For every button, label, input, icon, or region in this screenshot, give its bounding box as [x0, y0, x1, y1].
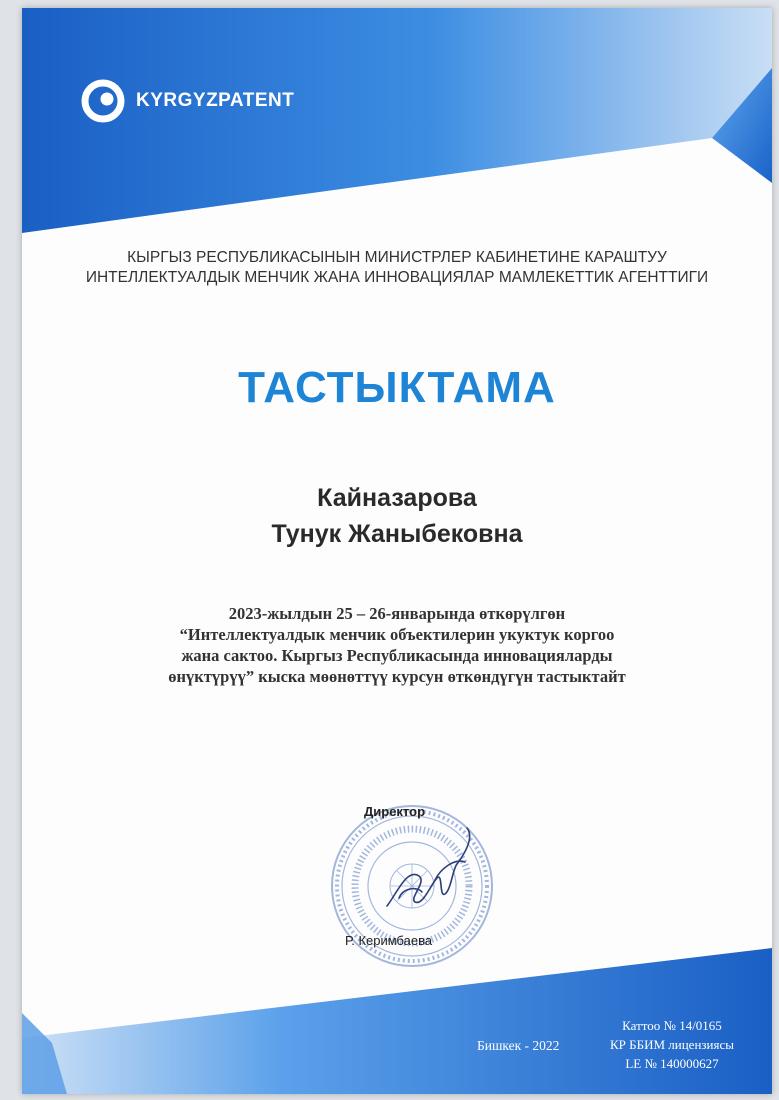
body-line-1: 2023-жылдын 25 – 26-январында өткөрүлгөн	[228, 604, 566, 623]
director-name: Р. Керимбаева	[345, 933, 433, 948]
recipient-given-names: Тунук Жаныбековна	[271, 520, 523, 548]
certificate-title: ТАСТЫКТАМА	[238, 363, 556, 412]
registration-number: Каттоо № 14/0165	[622, 1018, 722, 1033]
body-line-4: өнүктүрүү” кыска мөөнөттүү курсун өткөндүгүн тастыктайт	[168, 667, 626, 686]
issue-city-year: Бишкек - 2022	[477, 1038, 560, 1053]
official-seal-stamp	[327, 798, 497, 978]
license-label: КР ББИМ лицензиясы	[610, 1037, 734, 1052]
logo-text: KYRGYZPATENT	[136, 90, 295, 111]
handwritten-signature	[387, 828, 470, 906]
agency-line-1: КЫРГЫЗ РЕСПУБЛИКАСЫНЫН МИНИСТРЛЕР КАБИНЕТИНЕ КАРАШТУУ	[127, 249, 667, 266]
license-number: LE № 140000627	[625, 1056, 719, 1071]
registration-info	[597, 1016, 747, 1073]
agency-name	[22, 248, 772, 288]
certificate-page	[22, 8, 772, 1094]
logo-ring-icon	[80, 78, 126, 124]
kyrgyzpatent-logo	[80, 78, 294, 124]
recipient-surname: Кайназарова	[317, 484, 477, 512]
agency-line-2: ИНТЕЛЛЕКТУАЛДЫК МЕНЧИК ЖАНА ИННОВАЦИЯЛАР МАМЛЕКЕТТИК АГЕНТТИГИ	[85, 269, 709, 286]
certificate-body	[22, 603, 772, 687]
body-line-3: жана сактоо. Кыргыз Республикасында инновацияларды	[181, 646, 613, 665]
recipient-name	[22, 480, 772, 552]
director-title: Директор	[364, 804, 426, 819]
body-line-2: “Интеллектуалдык менчик объектилерин укуктук коргоо	[179, 625, 615, 644]
